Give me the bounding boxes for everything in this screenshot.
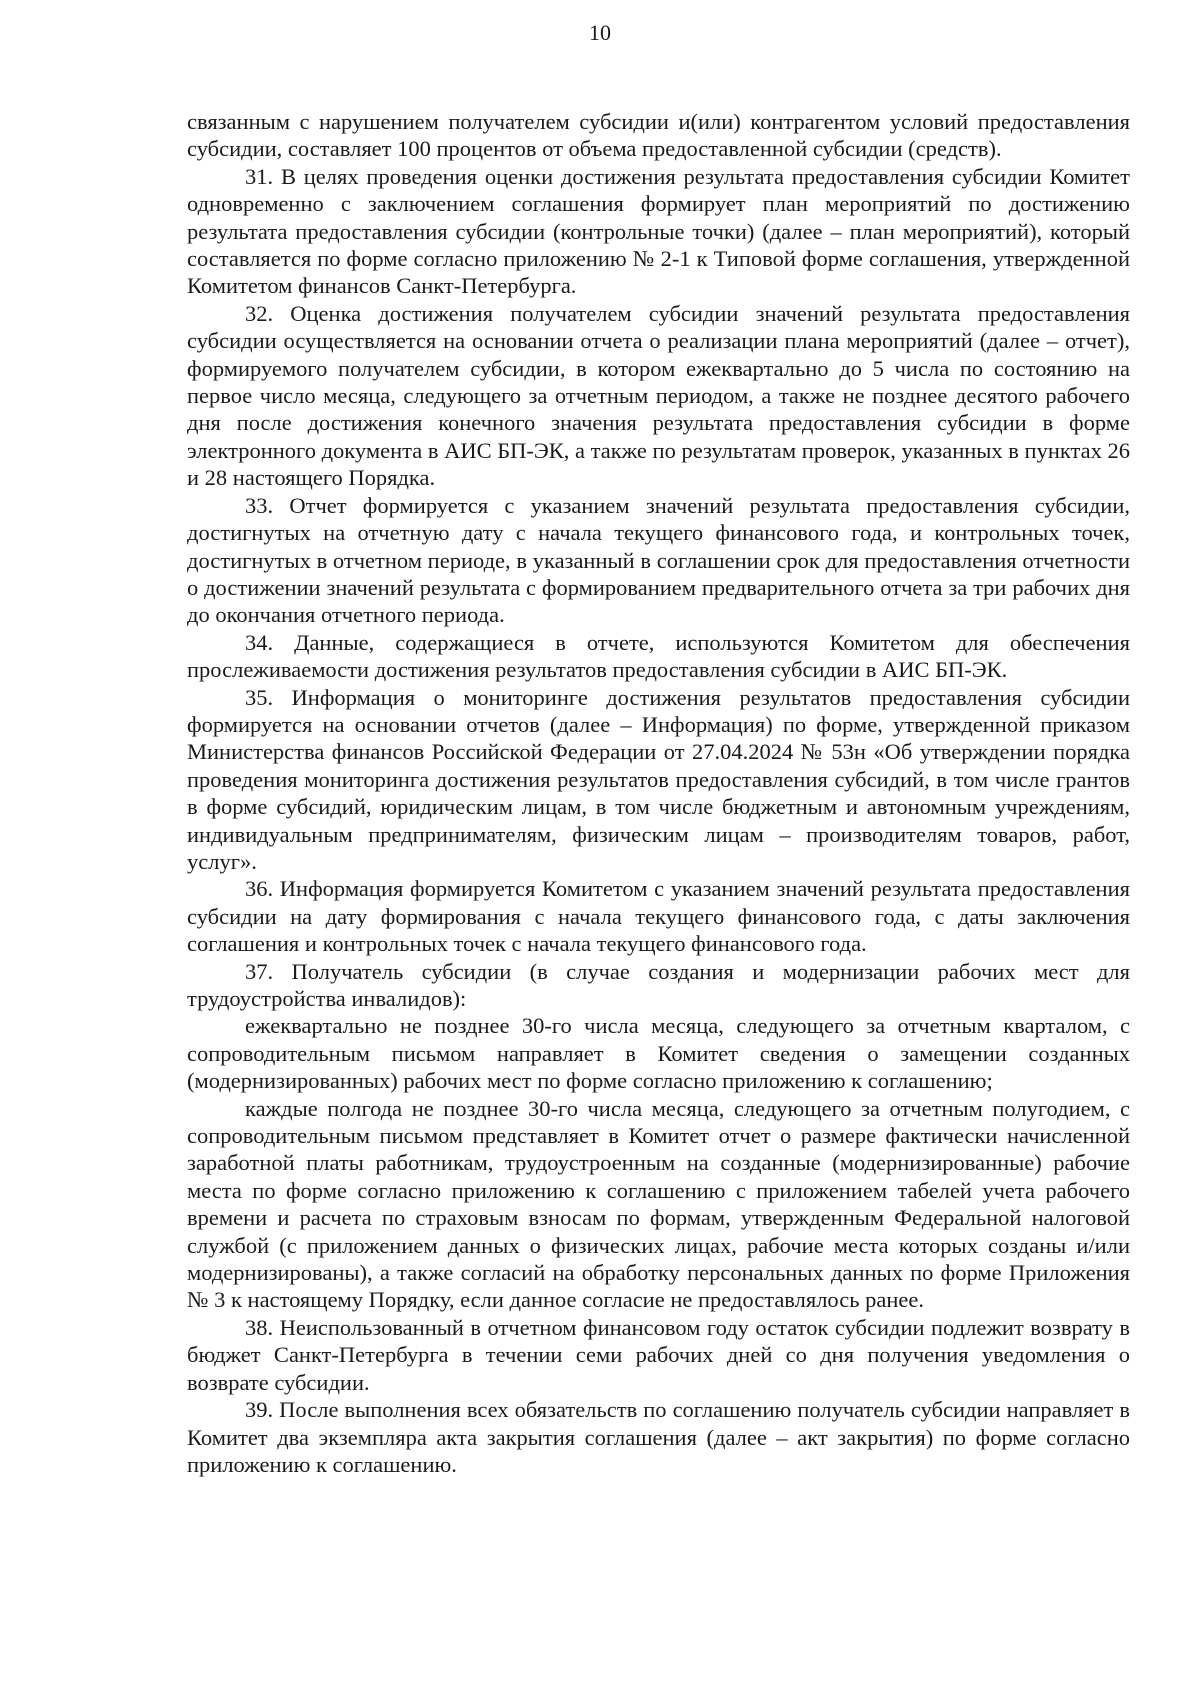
page-number: 10 <box>589 20 611 45</box>
paragraph-37: 37. Получатель субсидии (в случае создания и модернизации рабочих мест для трудоустройства инвалидов): <box>187 958 1130 1011</box>
paragraph-36: 36. Информация формируется Комитетом с указанием значений результата предоставления субсидии на дату формирования с начала текущего финансового года, с даты заключения соглашения и контрольных точек с начала текущего финансового года. <box>187 876 1130 957</box>
paragraph-37-semiannual: каждые полгода не позднее 30-го числа месяца, следующего за отчетным полугодием, с сопроводительным письмом представляет в Комитет отчет о размере фактически начисленной заработной платы работникам, трудоустроенным на созданные (модернизированные) рабочие места по форме согласно приложению к соглашению с приложением табелей учета рабочего времени и расчета по страховым взносам по формам, утвержденным Федеральной налоговой службой (с приложением данных о физических лицах, рабочие места которых созданы и/или модернизированы), а также согласий на обработку персональных данных по форме Приложения № 3 к настоящему Порядку, если данное согласие не предоставлялось ранее. <box>187 1095 1130 1313</box>
paragraph-35: 35. Информация о мониторинге достижения результатов предоставления субсидии формируется на основании отчетов (далее – Информация) по форме, утвержденной приказом Министерства финансов Российской Федерации от 27.04.2024 № 53н «Об утверждении порядка проведения мониторинга достижения результатов предоставления субсидий, в том числе грантов в форме субсидий, юридическим лицам, в том числе бюджетным и автономным учреждениям, индивидуальным предпринимателям, физическим лицам – производителям товаров, работ, услуг». <box>187 684 1130 874</box>
paragraph-32: 32. Оценка достижения получателем субсидии значений результата предоставления субсидии осуществляется на основании отчета о реализации плана мероприятий (далее – отчет), формируемого получателем субсидии, в котором ежеквартально до 5 числа по состоянию на первое число месяца, следующего за отчетным периодом, а также не позднее десятого рабочего дня после достижения конечного значения результата предоставления субсидии в форме электронного документа в АИС БП-ЭК, а также по результатам проверок, указанных в пунктах 26 и 28 настоящего Порядка. <box>187 300 1130 491</box>
paragraph-38: 38. Неиспользованный в отчетном финансовом году остаток субсидии подлежит возврату в бюджет Санкт-Петербурга в течении семи рабочих дней со дня получения уведомления о возврате субсидии. <box>187 1314 1130 1395</box>
paragraph-continuation: связанным с нарушением получателем субсидии и(или) контрагентом условий предоставления субсидии, составляет 100 процентов от объема предоставленной субсидии (средств). <box>187 109 1130 162</box>
paragraph-31: 31. В целях проведения оценки достижения результата предоставления субсидии Комитет одновременно с заключением соглашения формирует план мероприятий по достижению результата предоставления субсидии (контрольные точки) (далее – план мероприятий), который составляется по форме согласно приложению № 2-1 к Типовой форме соглашения, утвержденной Комитетом финансов Санкт-Петербурга. <box>187 163 1130 299</box>
paragraph-37-quarterly: ежеквартально не позднее 30-го числа месяца, следующего за отчетным кварталом, с сопроводительным письмом направляет в Комитет сведения о замещении созданных (модернизированных) рабочих мест по форме согласно приложению к соглашению; <box>187 1013 1130 1094</box>
document-body <box>187 108 1130 1478</box>
paragraph-39: 39. После выполнения всех обязательств по соглашению получатель субсидии направляет в Комитет два экземпляра акта закрытия соглашения (далее – акт закрытия) по форме согласно приложению к соглашению. <box>187 1397 1130 1477</box>
paragraph-33: 33. Отчет формируется с указанием значений результата предоставления субсидии, достигнутых на отчетную дату с начала текущего финансового года, и контрольных точек, достигнутых в отчетном периоде, в указанный в соглашении срок для предоставления отчетности о достижении значений результата с формированием предварительного отчета за три рабочих дня до окончания отчетного периода. <box>187 492 1130 628</box>
paragraph-34: 34. Данные, содержащиеся в отчете, используются Комитетом для обеспечения прослеживаемости достижения результатов предоставления субсидии в АИС БП-ЭК. <box>187 629 1130 683</box>
